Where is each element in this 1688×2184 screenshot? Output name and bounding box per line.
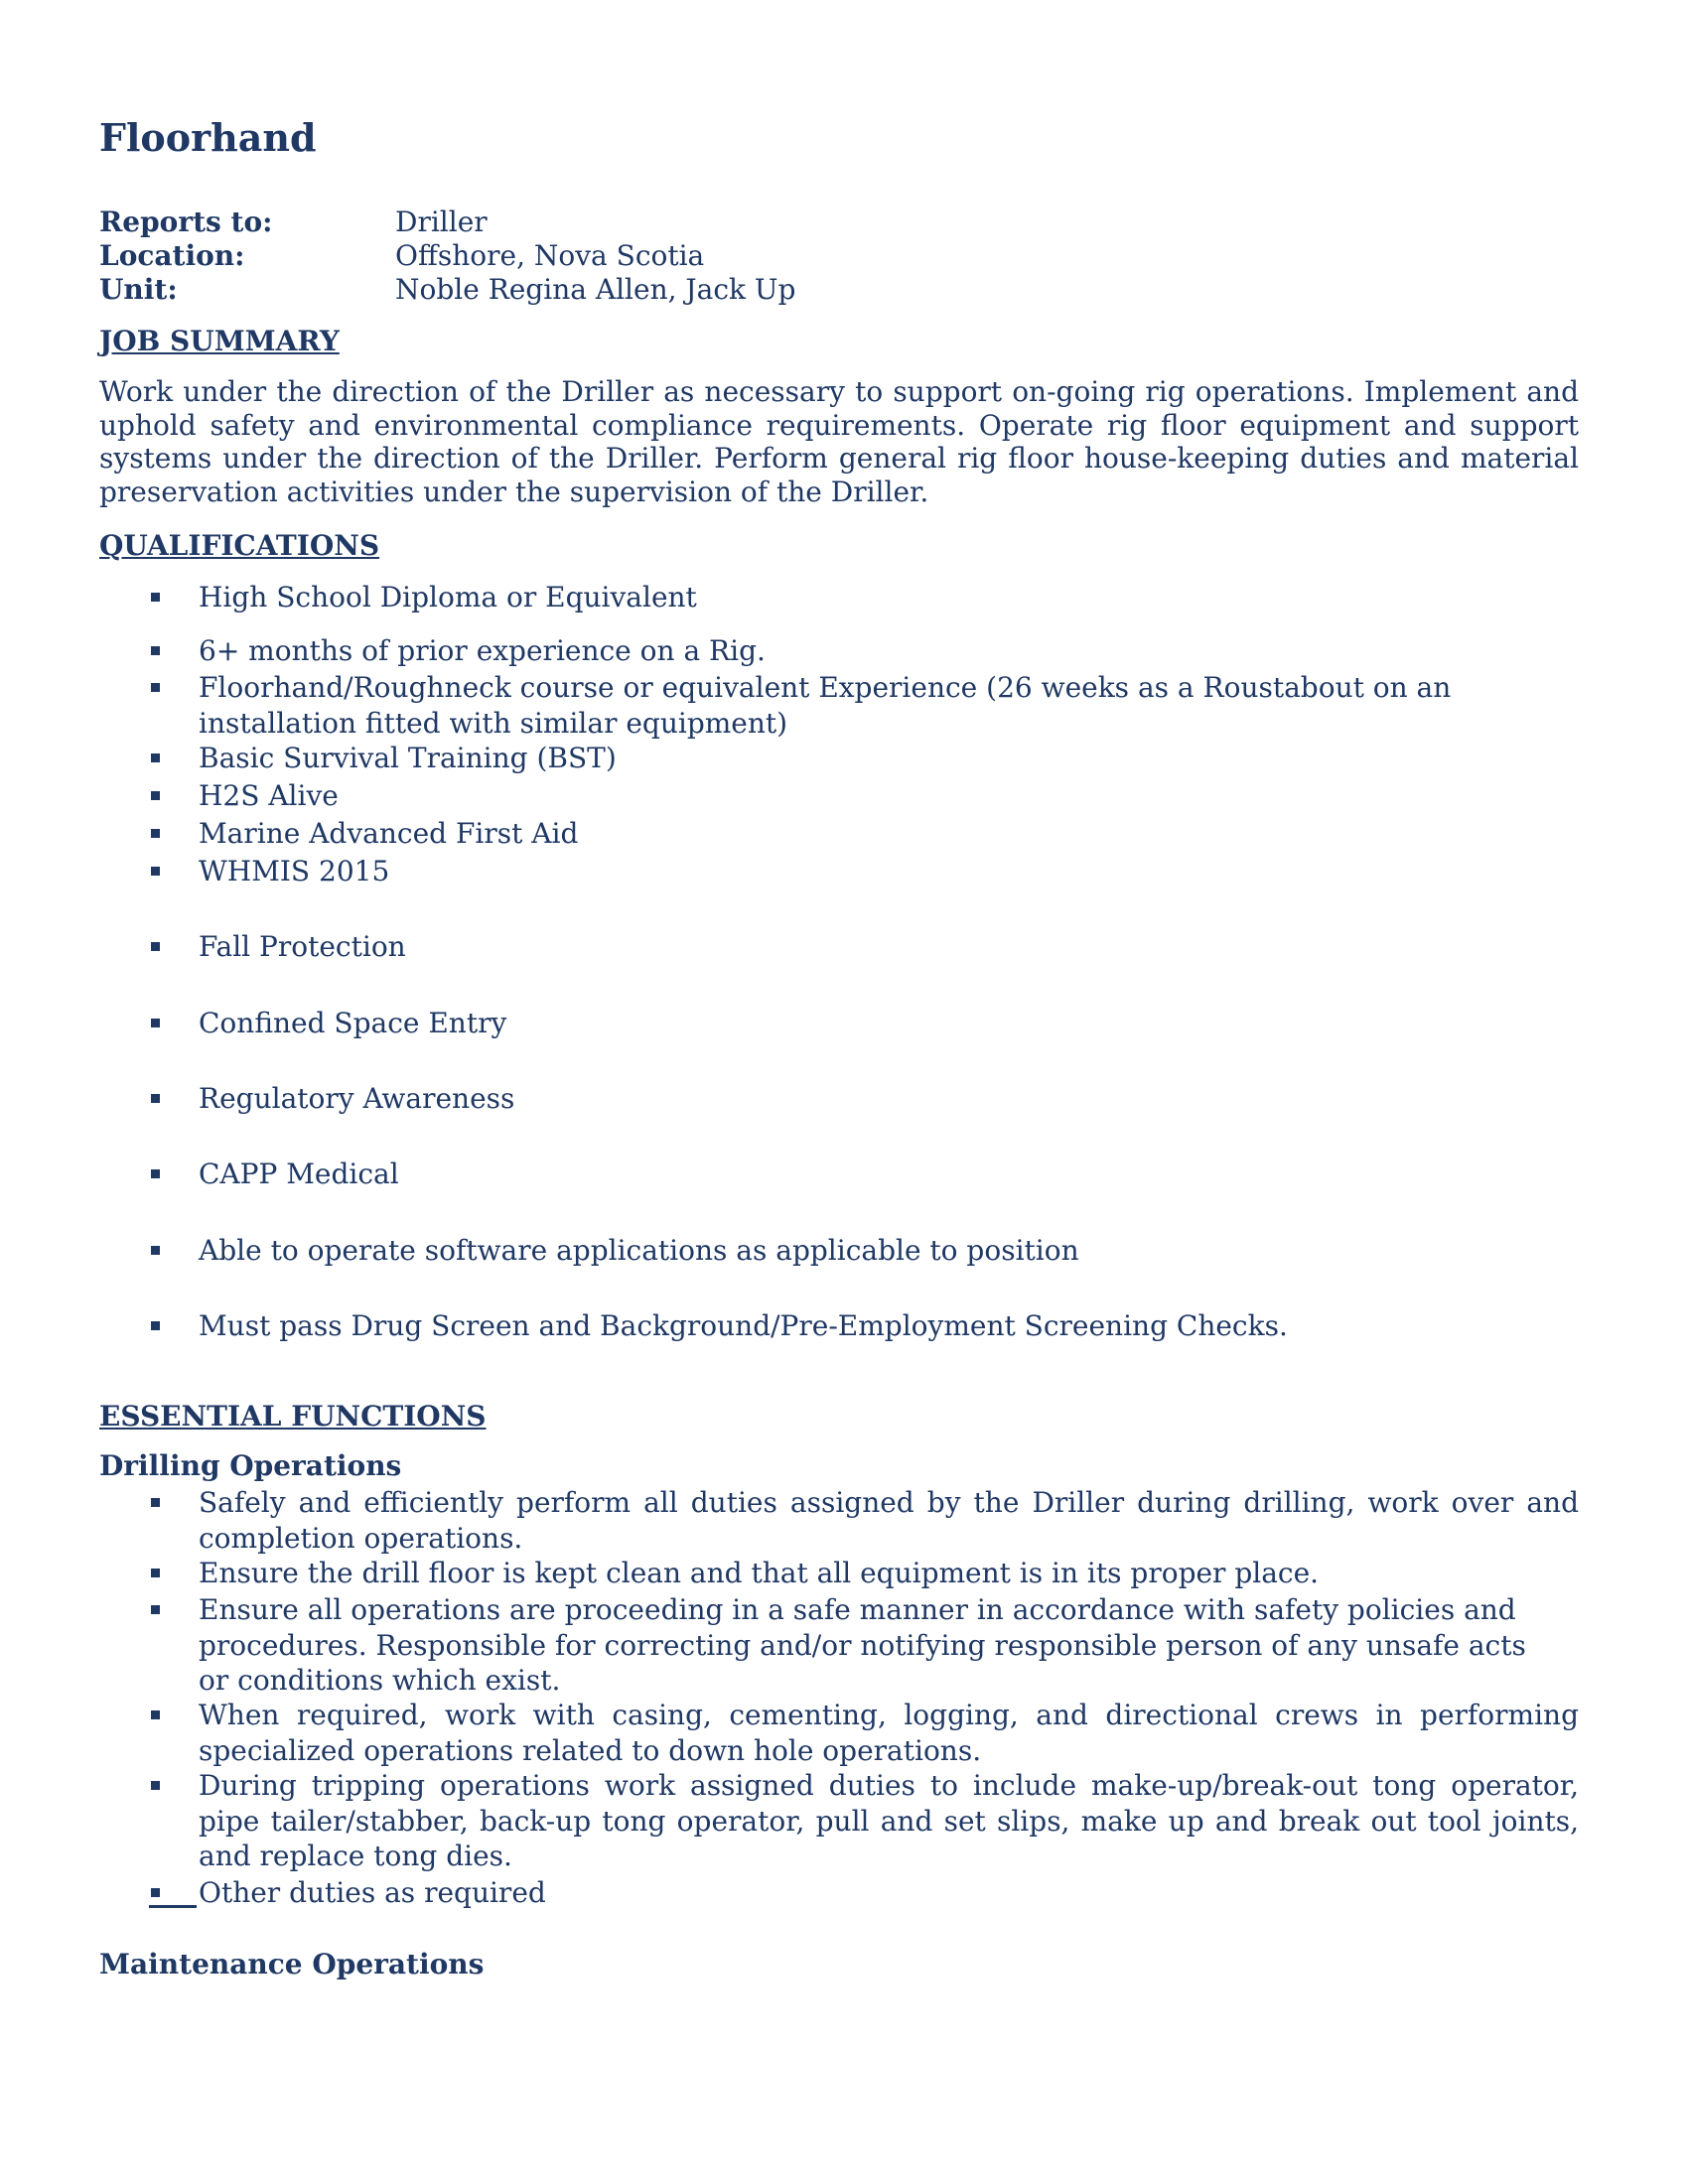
qualification-text: Must pass Drug Screen and Background/Pre-Employment Screening Checks. [199, 1309, 1288, 1342]
bullet-icon [151, 593, 160, 602]
drilling-operations-heading: Drilling Operations [99, 1449, 402, 1482]
bullet-icon [151, 1321, 160, 1330]
qualification-text: H2S Alive [199, 779, 339, 812]
bullet-icon [151, 1246, 160, 1255]
bullet-icon [151, 1019, 160, 1027]
qualification-text: Able to operate software applications as applicable to position [199, 1234, 1079, 1267]
page-title: Floorhand [99, 115, 317, 160]
bullet-icon [151, 867, 160, 876]
qualification-text: Regulatory Awareness [199, 1082, 515, 1115]
qualification-text: High School Diploma or Equivalent [199, 581, 697, 614]
qualification-text: Marine Advanced First Aid [199, 817, 579, 850]
essential-functions-heading: ESSENTIAL FUNCTIONS [99, 1400, 487, 1433]
bullet-icon [151, 646, 160, 655]
bullet-icon [151, 1888, 160, 1897]
qualifications-heading: QUALIFICATIONS [99, 529, 380, 562]
drilling-duty-text: Safely and efficiently perform all duties assigned by the Driller during drilling, work over and completion operations. [199, 1486, 1579, 1555]
bullet-icon [151, 1710, 160, 1719]
bullet-icon [151, 753, 160, 762]
qualification-text: Floorhand/Roughneck course or equivalent Experience (26 weeks as a Roustabout on an installation fitted with similar equipment) [199, 671, 1452, 740]
qualification-text: Confined Space Entry [199, 1007, 507, 1039]
bullet-icon [151, 1781, 160, 1790]
job-summary-heading: JOB SUMMARY [99, 325, 340, 357]
bullet-icon [151, 791, 160, 800]
meta-label: Location: [99, 239, 245, 272]
bullet-icon [151, 1094, 160, 1103]
bullet-icon [151, 1605, 160, 1614]
meta-label: Unit: [99, 273, 178, 306]
maintenance-operations-heading: Maintenance Operations [99, 1948, 485, 1980]
bullet-icon [151, 942, 160, 951]
job-summary-text: Work under the direction of the Driller as necessary to support on-going rig operations. Implement and uphold safety and environmental compliance requirements. Operate rig floor equipment and support systems under the direction of the Driller. Perform general rig floor house-keeping duties and material preservation activities under the supervision of the Driller. [99, 375, 1579, 508]
qualification-text: Basic Survival Training (BST) [199, 742, 617, 774]
bullet-icon [151, 1169, 160, 1178]
bullet-icon [151, 1498, 160, 1507]
bullet-icon [151, 1569, 160, 1577]
meta-value: Driller [395, 205, 488, 238]
qualification-text: 6+ months of prior experience on a Rig. [199, 634, 766, 667]
bullet-underline [149, 1905, 197, 1908]
qualification-text: Fall Protection [199, 930, 406, 963]
drilling-duty-text: Ensure the drill floor is kept clean and that all equipment is in its proper place. [199, 1557, 1320, 1589]
qualification-text: CAPP Medical [199, 1158, 399, 1190]
bullet-icon [151, 829, 160, 838]
drilling-duty-text: When required, work with casing, cementing, logging, and directional crews in performing specialized operations related to down hole operations. [199, 1699, 1579, 1767]
bullet-icon [151, 683, 160, 692]
drilling-duty-text: Ensure all operations are proceeding in a safe manner in accordance with safety policies and procedures. Responsible for correcting and/or notifying responsible person of any unsafe acts or conditions which exist. [199, 1593, 1526, 1697]
drilling-duty-text: Other duties as required [199, 1876, 546, 1909]
drilling-duty-text: During tripping operations work assigned duties to include make-up/break-out tong operator, pipe tailer/stabber, back-up tong operator, pull and set slips, make up and break out tool joints, and replace tong dies. [199, 1769, 1579, 1872]
qualification-text: WHMIS 2015 [199, 855, 390, 887]
meta-value: Noble Regina Allen, Jack Up [395, 273, 796, 306]
meta-label: Reports to: [99, 205, 273, 238]
meta-value: Offshore, Nova Scotia [395, 239, 705, 272]
